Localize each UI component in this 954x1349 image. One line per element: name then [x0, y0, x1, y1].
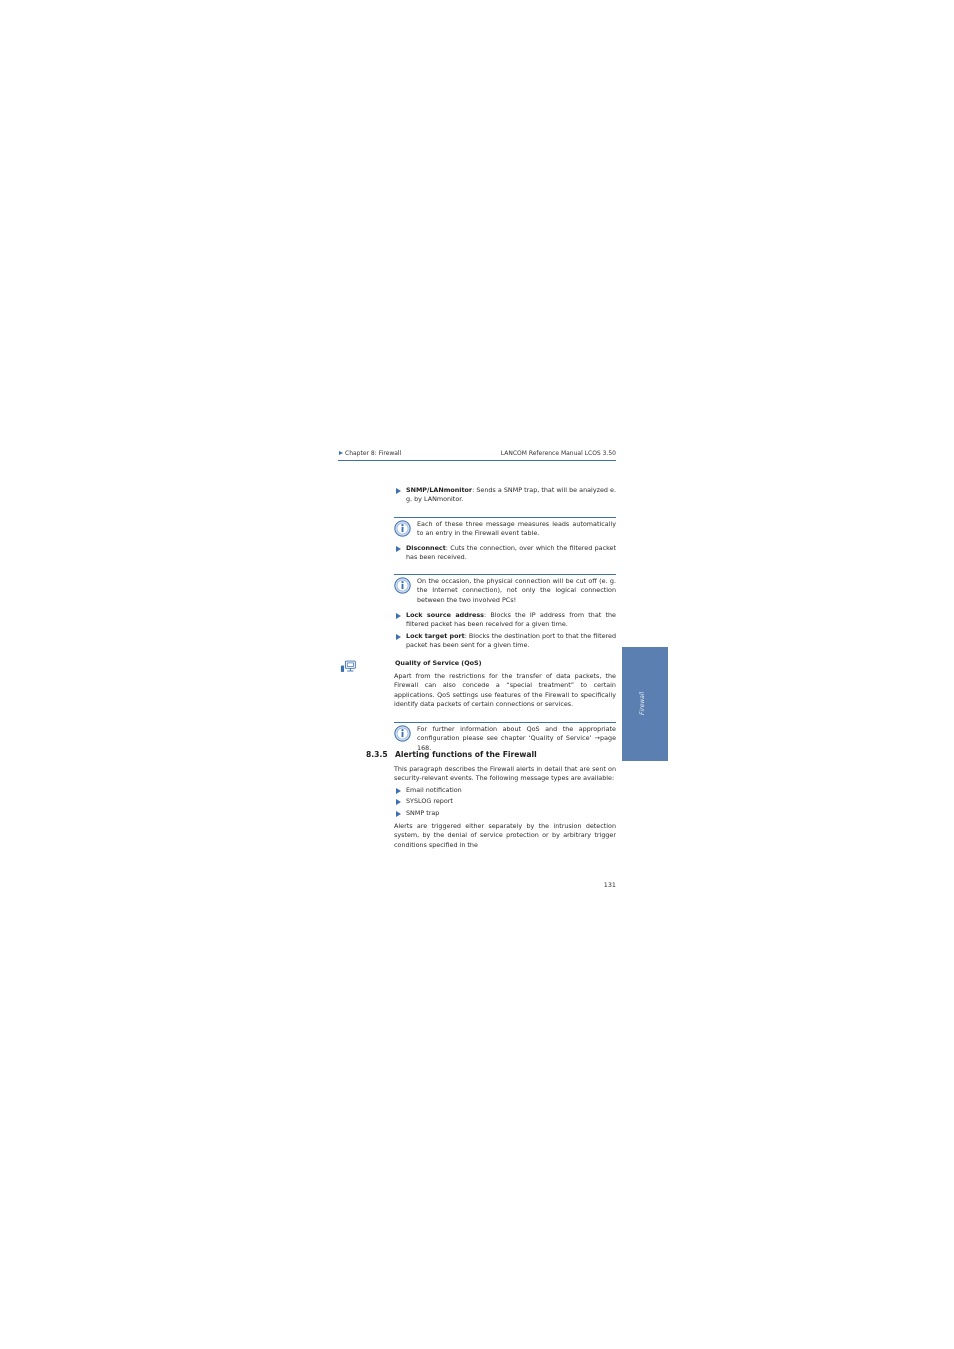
- info-note: [394, 722, 616, 753]
- term: Lock target port: [406, 632, 465, 640]
- running-header-manual: LANCOM Reference Manual LCOS 3.50: [500, 450, 616, 457]
- list-item-syslog: [396, 797, 616, 806]
- chapter-label: Chapter 8: Firewall: [345, 450, 402, 457]
- triangle-bullet-icon: [339, 451, 343, 455]
- triangle-bullet-icon: [396, 788, 401, 794]
- description: : Sends a SNMP trap, that will be analyzed e. g. by LANmonitor.: [406, 486, 616, 504]
- list-item-snmp: [396, 486, 616, 505]
- info-note: [394, 517, 616, 539]
- list-item-disconnect: [396, 544, 616, 563]
- section-number: 8.3.5: [366, 750, 388, 759]
- note-text: For further information about QoS and the appropriate configuration please see chapter ‘Quality of Service’ →page 168.: [417, 725, 616, 752]
- configuration-icon: [340, 660, 358, 673]
- page-number: 131: [603, 881, 616, 889]
- header-rule: [338, 460, 616, 461]
- list-item-lock-target: [396, 632, 616, 651]
- list-item-email: [396, 786, 616, 795]
- description: : Cuts the connection, over which the filtered packet has been received.: [406, 544, 616, 562]
- qos-paragraph: Apart from the restrictions for the transfer of data packets, the Firewall can also concede a “special treatment” to certain applications. QoS settings use features of the Firewall to specifically identify data packets of certain connections or services.: [394, 672, 616, 709]
- section-intro: This paragraph describes the Firewall alerts in detail that are sent on security-relevant events. The following message types are available:: [394, 765, 616, 783]
- list-item-snmp-trap: [396, 809, 616, 818]
- note-text: On the occasion, the physical connection will be cut off (e. g. the Internet connection), not only the logical connection between the two involved PCs!: [417, 577, 616, 604]
- qos-heading: Quality of Service (QoS): [395, 659, 482, 667]
- description: : Blocks the destination port to that the filtered packet has been sent for a given time.: [406, 632, 616, 650]
- info-icon: [394, 577, 411, 594]
- triangle-bullet-icon: [396, 811, 401, 817]
- running-header-chapter: [339, 450, 401, 458]
- list-item-lock-source: [396, 611, 616, 630]
- triangle-bullet-icon: [396, 488, 401, 494]
- triangle-bullet-icon: [396, 613, 401, 619]
- list-item-label: SYSLOG report: [406, 797, 453, 805]
- list-item-label: SNMP trap: [406, 809, 440, 817]
- triangle-bullet-icon: [396, 634, 401, 640]
- list-item-label: Email notification: [406, 786, 462, 794]
- info-note: [394, 574, 616, 605]
- triangle-bullet-icon: [396, 546, 401, 552]
- term: Lock source address: [406, 611, 484, 619]
- info-icon: [394, 520, 411, 537]
- chapter-tab: [622, 647, 668, 761]
- chapter-tab-label: Firewall: [639, 691, 646, 715]
- section-title: Alerting functions of the Firewall: [395, 750, 537, 759]
- description: : Blocks the IP address from that the filtered packet has been received for a given time.: [406, 611, 616, 629]
- triangle-bullet-icon: [396, 799, 401, 805]
- term: Disconnect: [406, 544, 446, 552]
- section-outro: Alerts are triggered either separately by the intrusion detection system, by the denial of service protection or by arbitrary trigger conditions specified in the: [394, 822, 616, 849]
- term: SNMP/LANmonitor: [406, 486, 473, 494]
- note-text: Each of these three message measures leads automatically to an entry in the Firewall event table.: [417, 520, 616, 538]
- info-icon: [394, 725, 411, 742]
